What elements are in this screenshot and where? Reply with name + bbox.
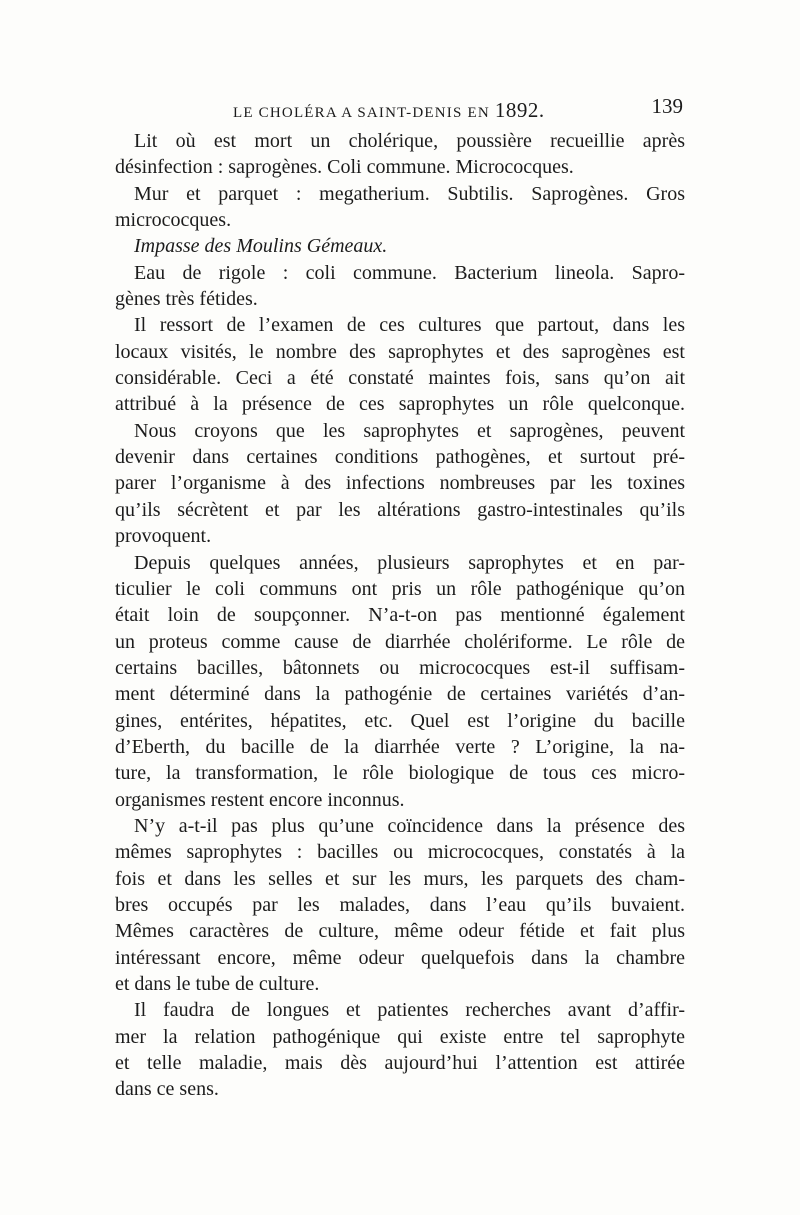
text-line: micrococques. [115, 209, 232, 232]
text-line: fois et dans les selles et sur les murs, les parquets des cham- [115, 867, 685, 890]
text-line: parer l’organisme à des infections nombreuses par les toxines [115, 472, 685, 495]
text-line: N’y a-t-il pas plus qu’une coïncidence dans la présence des [134, 814, 685, 837]
text-line: ment déterminé dans la pathogénie de certaines variétés d’an- [115, 683, 685, 706]
text-line: Il faudra de longues et patientes recherches avant d’affir- [134, 999, 685, 1022]
text-line: intéressant encore, même odeur quelquefois dans la chambre [115, 946, 685, 969]
text-line: mêmes saprophytes : bacilles ou micrococques, constatés à la [115, 841, 685, 864]
text-line: locaux visités, le nombre des saprophytes et des saprogènes est [115, 340, 685, 363]
text-line: Mêmes caractères de culture, même odeur fétide et fait plus [115, 920, 685, 943]
text-line: organismes restent encore inconnus. [115, 788, 405, 811]
text-line: Lit où est mort un cholérique, poussière recueillie après [134, 130, 685, 152]
text-line: Il ressort de l’examen de ces cultures que partout, dans les [134, 314, 685, 337]
text-line: gènes très fétides. [115, 288, 258, 311]
text-line: d’Eberth, du bacille de la diarrhée verte ? L’origine, la na- [115, 735, 685, 758]
text-line: Depuis quelques années, plusieurs saprophytes et en par- [134, 551, 685, 574]
text-line: était loin de soupçonner. N’a-t-on pas mentionné également [115, 604, 685, 627]
text-line: désinfection : saprogènes. Coli commune. Micrococques. [115, 156, 574, 179]
text-line: gines, entérites, hépatites, etc. Quel est l’origine du bacille [115, 709, 685, 732]
page-number: 139 [651, 94, 683, 118]
text-line: Mur et parquet : megatherium. Subtilis. Saprogènes. Gros [134, 182, 685, 205]
text-line: bres occupés par les malades, dans l’eau qu’ils buvaient. [115, 893, 685, 916]
text-line: Nous croyons que les saprophytes et saprogènes, peuvent [134, 419, 685, 442]
text-line: ticulier le coli communs ont pris un rôle pathogénique qu’on [115, 577, 685, 600]
text-line: et dans le tube de culture. [115, 973, 320, 995]
running-title [233, 98, 545, 123]
text-line: dans ce sens. [115, 1078, 219, 1101]
running-title-text: LE CHOLÉRA A SAINT-DENIS EN [233, 105, 490, 121]
text-line: ture, la transformation, le rôle biologique de tous ces micro- [115, 762, 685, 785]
text-line: mer la relation pathogénique qui existe entre tel saprophyte [115, 1025, 685, 1048]
text-line: certains bacilles, bâtonnets ou micrococques est-il suffisam- [115, 656, 685, 679]
body-text [115, 128, 685, 1103]
text-line: attribué à la présence de ces saprophytes un rôle quelconque. [115, 393, 685, 416]
text-line: Eau de rigole : coli commune. Bacterium lineola. Sapro- [134, 261, 685, 284]
text-line: qu’ils sécrètent et par les altérations gastro-intestinales qu’ils [115, 498, 685, 521]
text-line: considérable. Ceci a été constaté maintes fois, sans qu’on ait [115, 367, 685, 390]
text-line: un proteus comme cause de diarrhée cholériforme. Le rôle de [115, 630, 685, 653]
running-head [115, 96, 685, 124]
text-line: et telle maladie, mais dès aujourd’hui l’attention est attirée [115, 1052, 685, 1075]
text-line: Impasse des Moulins Gémeaux. [134, 235, 388, 258]
text-line: provoquent. [115, 525, 212, 548]
running-year: 1892. [494, 98, 545, 122]
text-line: devenir dans certaines conditions pathogènes, et surtout pré- [115, 446, 685, 469]
